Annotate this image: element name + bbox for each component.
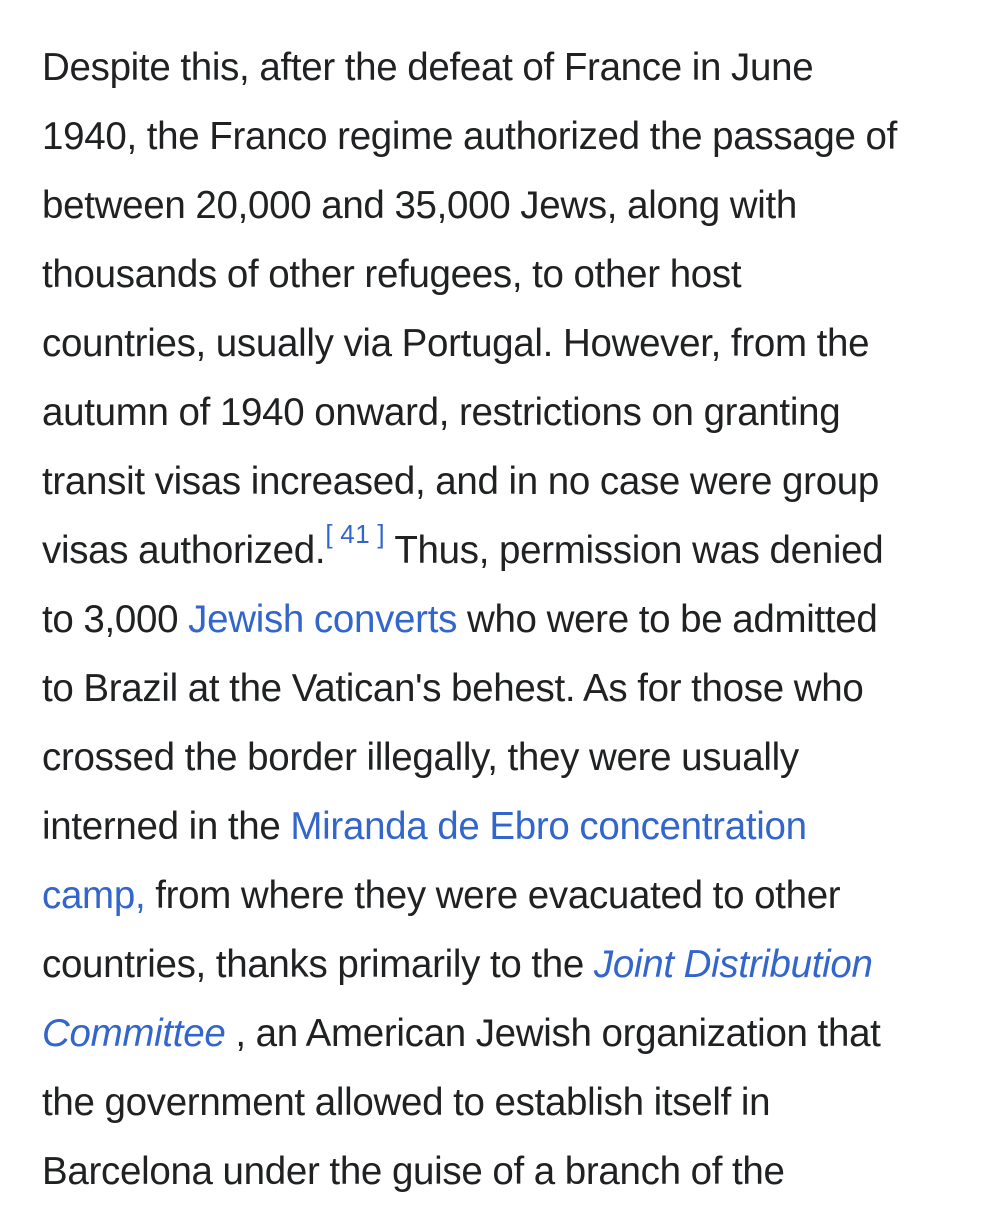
text-fragment: visas authorized. <box>42 529 326 572</box>
text-line: countries, usually via Portugal. However, from the <box>42 322 870 365</box>
text-line: the government allowed to establish itself in <box>42 1081 771 1124</box>
text-line <box>42 930 987 999</box>
text-line <box>42 516 987 585</box>
text-fragment: interned in the <box>42 805 291 848</box>
text-fragment: to 3,000 <box>42 598 189 641</box>
joint-distribution-committee-link-continued[interactable]: Committee <box>42 1012 226 1055</box>
miranda-de-ebro-link[interactable]: Miranda de Ebro concentration <box>290 805 807 848</box>
text-fragment: who were to be admitted <box>457 598 878 641</box>
miranda-de-ebro-link-continued[interactable]: camp, <box>42 874 146 917</box>
text-line: between 20,000 and 35,000 Jews, along with <box>42 184 797 227</box>
text-fragment: countries, thanks primarily to the <box>42 943 594 986</box>
text-line: autumn of 1940 onward, restrictions on granting <box>42 391 841 434</box>
citation-link[interactable]: [ 41 ] <box>325 519 386 549</box>
text-line: 1940, the Franco regime authorized the passage of <box>42 115 898 158</box>
citation-reference <box>325 519 385 549</box>
article-paragraph <box>42 33 987 1206</box>
joint-distribution-committee-link[interactable]: Joint Distribution <box>593 943 873 986</box>
text-line: Despite this, after the defeat of France in June <box>42 46 814 89</box>
text-line: Barcelona under the guise of a branch of the <box>42 1150 785 1193</box>
text-line <box>42 999 987 1068</box>
text-line: to Brazil at the Vatican's behest. As for those who <box>42 667 864 710</box>
text-fragment: Thus, permission was denied <box>385 529 884 572</box>
text-line <box>42 861 987 930</box>
text-line: transit visas increased, and in no case were group <box>42 460 880 503</box>
text-fragment: , an American Jewish organization that <box>225 1012 881 1055</box>
text-line: crossed the border illegally, they were usually <box>42 736 799 779</box>
text-line: thousands of other refugees, to other host <box>42 253 742 296</box>
jewish-converts-link[interactable]: Jewish converts <box>188 598 458 641</box>
text-line <box>42 585 987 654</box>
text-line <box>42 792 987 861</box>
text-fragment: from where they were evacuated to other <box>145 874 841 917</box>
